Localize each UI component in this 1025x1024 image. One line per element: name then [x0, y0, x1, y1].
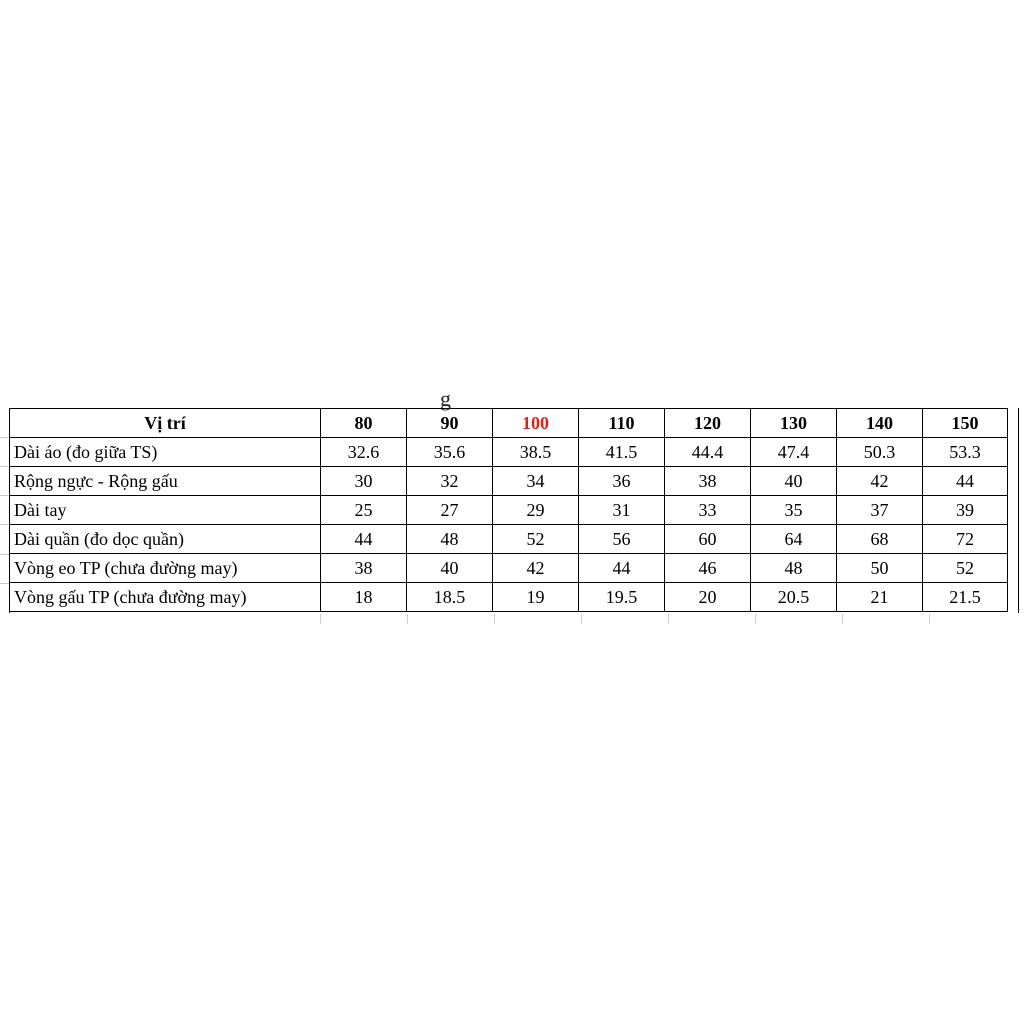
measurement-cell: 52 — [923, 554, 1008, 583]
measurement-cell: 72 — [923, 525, 1008, 554]
size-header-100: 100 — [493, 409, 579, 438]
measurement-cell: 56 — [579, 525, 665, 554]
measurement-cell: 40 — [407, 554, 493, 583]
measurement-cell: 32.6 — [321, 438, 407, 467]
measurement-cell: 35.6 — [407, 438, 493, 467]
size-header-140: 140 — [837, 409, 923, 438]
measurement-cell: 44 — [579, 554, 665, 583]
row-label: Dài tay — [10, 496, 321, 525]
measurement-cell: 42 — [493, 554, 579, 583]
grid-line — [494, 614, 495, 624]
grid-line — [668, 614, 669, 624]
table-row — [10, 438, 1008, 467]
measurement-cell: 39 — [923, 496, 1008, 525]
measurement-cell: 20.5 — [751, 583, 837, 612]
measurement-cell: 30 — [321, 467, 407, 496]
measurement-cell: 19.5 — [579, 583, 665, 612]
measurement-cell: 21.5 — [923, 583, 1008, 612]
measurement-cell: 64 — [751, 525, 837, 554]
grid-line — [407, 614, 408, 624]
measurement-cell: 36 — [579, 467, 665, 496]
measurement-cell: 60 — [665, 525, 751, 554]
size-header-80: 80 — [321, 409, 407, 438]
measurement-cell: 47.4 — [751, 438, 837, 467]
table-row — [10, 496, 1008, 525]
grid-line — [581, 614, 582, 624]
measurement-cell: 18 — [321, 583, 407, 612]
measurement-cell: 34 — [493, 467, 579, 496]
size-header-130: 130 — [751, 409, 837, 438]
measurement-cell: 48 — [407, 525, 493, 554]
measurement-cell: 48 — [751, 554, 837, 583]
measurement-cell: 50.3 — [837, 438, 923, 467]
measurement-cell: 44 — [321, 525, 407, 554]
measurement-cell: 68 — [837, 525, 923, 554]
measurement-cell: 35 — [751, 496, 837, 525]
header-row — [10, 409, 1008, 438]
measurement-cell: 18.5 — [407, 583, 493, 612]
grid-line — [929, 614, 930, 624]
measurement-cell: 21 — [837, 583, 923, 612]
row-label: Dài áo (đo giữa TS) — [10, 438, 321, 467]
measurement-cell: 50 — [837, 554, 923, 583]
size-header-90: 90 — [407, 409, 493, 438]
size-table — [9, 408, 1008, 612]
size-chart-crop — [0, 386, 1024, 628]
measurement-cell: 44 — [923, 467, 1008, 496]
measurement-cell: 37 — [837, 496, 923, 525]
table-row — [10, 554, 1008, 583]
row-label: Dài quần (đo dọc quần) — [10, 525, 321, 554]
measurement-cell: 44.4 — [665, 438, 751, 467]
grid-line — [842, 614, 843, 624]
table-row — [10, 583, 1008, 612]
position-header: Vị trí — [10, 409, 321, 438]
row-label: Vòng eo TP (chưa đường may) — [10, 554, 321, 583]
size-header-120: 120 — [665, 409, 751, 438]
table-row — [10, 525, 1008, 554]
measurement-cell: 31 — [579, 496, 665, 525]
measurement-cell: 38 — [321, 554, 407, 583]
measurement-cell: 53.3 — [923, 438, 1008, 467]
measurement-cell: 19 — [493, 583, 579, 612]
size-header-110: 110 — [579, 409, 665, 438]
row-label: Rộng ngực - Rộng gấu — [10, 467, 321, 496]
size-header-150: 150 — [923, 409, 1008, 438]
measurement-cell: 29 — [493, 496, 579, 525]
grid-line — [755, 614, 756, 624]
measurement-cell: 25 — [321, 496, 407, 525]
measurement-cell: 38.5 — [493, 438, 579, 467]
measurement-cell: 33 — [665, 496, 751, 525]
measurement-cell: 52 — [493, 525, 579, 554]
right-cropped-column — [1018, 408, 1025, 613]
measurement-cell: 38 — [665, 467, 751, 496]
measurement-cell: 27 — [407, 496, 493, 525]
cropped-title-fragment: g — [440, 386, 451, 411]
table-row — [10, 467, 1008, 496]
measurement-cell: 40 — [751, 467, 837, 496]
row-label: Vòng gấu TP (chưa đường may) — [10, 583, 321, 612]
measurement-cell: 46 — [665, 554, 751, 583]
measurement-cell: 42 — [837, 467, 923, 496]
grid-line — [320, 614, 321, 624]
measurement-cell: 32 — [407, 467, 493, 496]
measurement-cell: 41.5 — [579, 438, 665, 467]
measurement-cell: 20 — [665, 583, 751, 612]
